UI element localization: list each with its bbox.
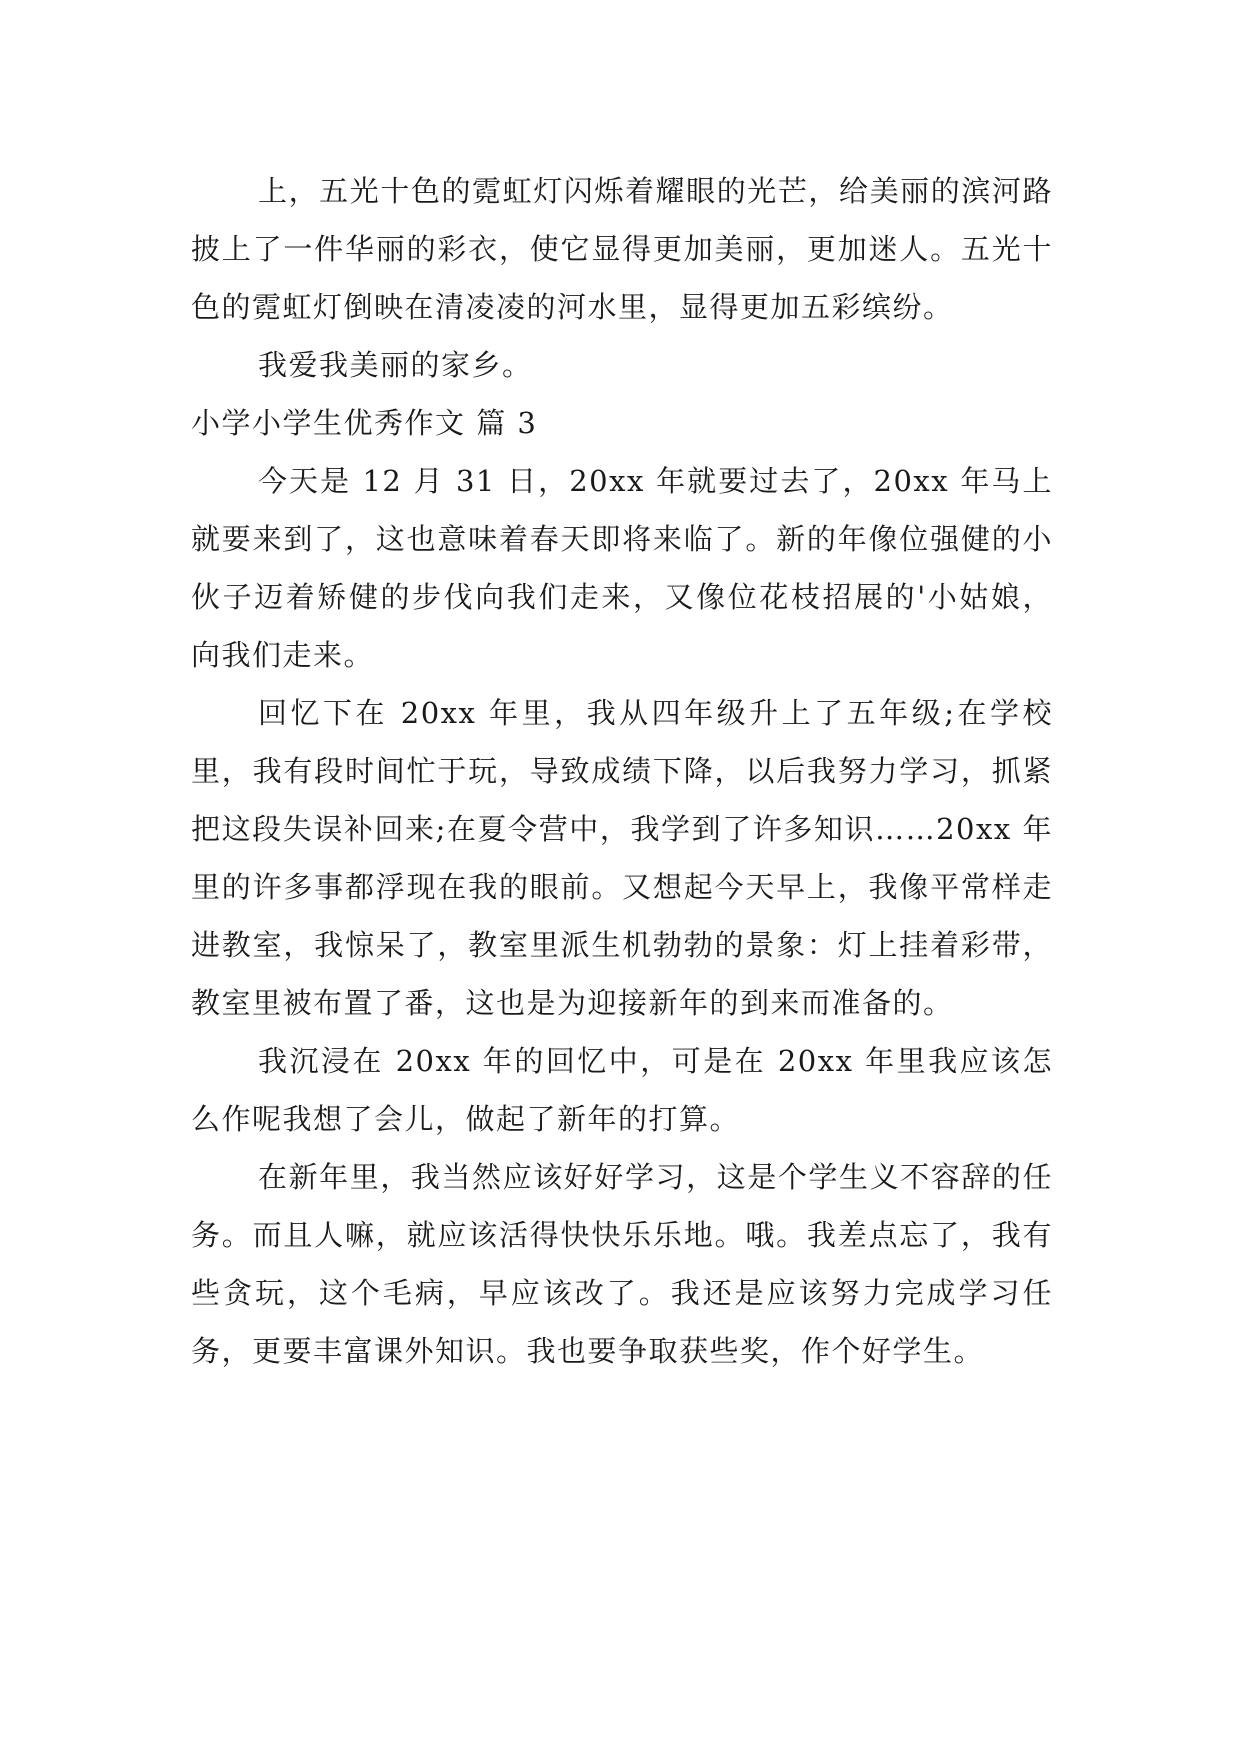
- paragraph-6: 在新年里，我当然应该好好学习，这是个学生义不容辞的任务。而且人嘛，就应该活得快快乐乐地。哦。我差点忘了，我有些贪玩，这个毛病，早应该改了。我还是应该努力完成学习任务，更要丰富课外知识。我也要争取获些奖，作个好学生。: [191, 1160, 1053, 1368]
- paragraph-5: 我沉浸在 20xx 年的回忆中，可是在 20xx 年里我应该怎么作呢我想了会儿，做起了新年的打算。: [191, 1044, 1053, 1136]
- paragraph-4: 回忆下在 20xx 年里，我从四年级升上了五年级;在学校里，我有段时间忙于玩，导致成绩下降，以后我努力学习，抓紧把这段失误补回来;在夏令营中，我学到了许多知识……20xx 年里的许多事都浮现在我的眼前。又想起今天早上，我像平常样走进教室，我惊呆了，教室里派生机勃勃的景象：灯上挂着彩带，教室里被布置了番，这也是为迎接新年的到来而准备的。: [191, 696, 1053, 1020]
- paragraph-1: 上，五光十色的霓虹灯闪烁着耀眼的光芒，给美丽的滨河路披上了一件华丽的彩衣，使它显得更加美丽，更加迷人。五光十色的霓虹灯倒映在清凌凌的河水里，显得更加五彩缤纷。: [191, 174, 1053, 324]
- section-heading: 小学小学生优秀作文 篇 3: [191, 406, 538, 440]
- paragraph-3: 今天是 12 月 31 日，20xx 年就要过去了，20xx 年马上就要来到了，这也意味着春天即将来临了。新的年像位强健的小伙子迈着矫健的步伐向我们走来，又像位花枝招展的'小姑娘，向我们走来。: [191, 464, 1053, 672]
- document-body: [191, 162, 1053, 1380]
- paragraph-2: 我爱我美丽的家乡。: [258, 348, 533, 382]
